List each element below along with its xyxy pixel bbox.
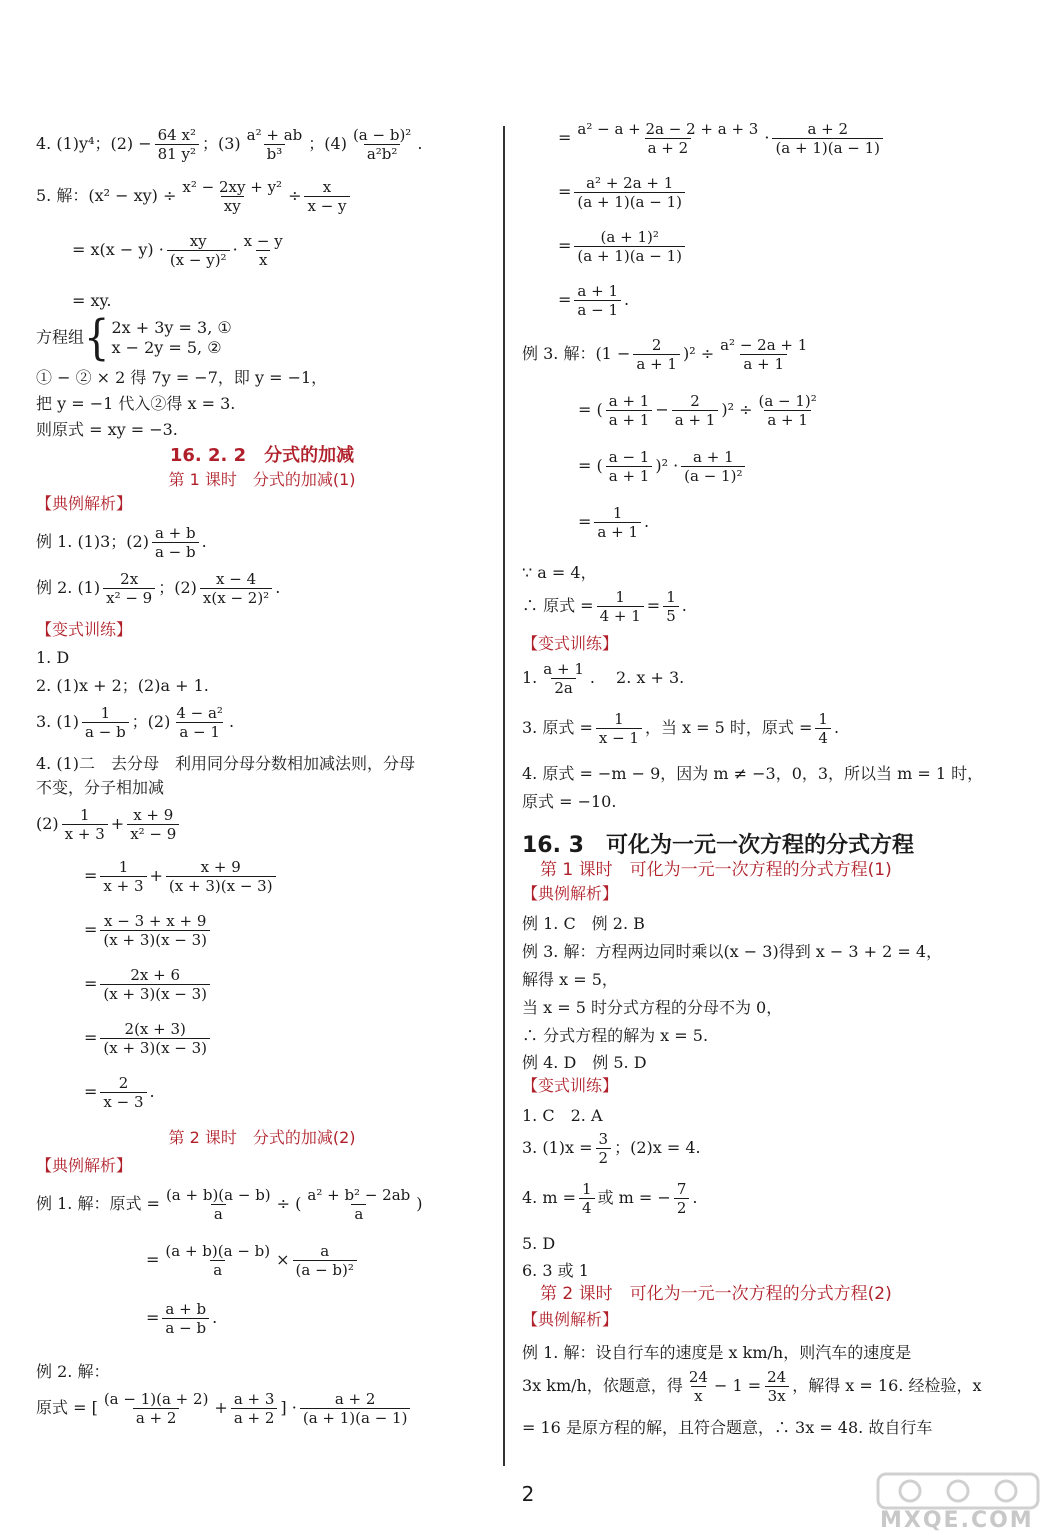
answer-line: = $\frac{1}{a + 1}$ .	[578, 504, 650, 541]
answer-line: = $\frac{a + 1}{a - 1}$ .	[558, 282, 630, 319]
answer-line: = xy.	[72, 291, 112, 310]
answer-line: 6. 3 或 1	[522, 1261, 589, 1280]
answer-line: 解得 x = 5，	[522, 970, 618, 989]
answer-line: ∴ 分式方程的解为 x = 5.	[522, 1026, 709, 1045]
answer-line: = $\frac{2(x + 3)}{(x + 3)(x - 3)}$	[36, 1020, 488, 1074]
answer-line: ∴ 原式 = $\frac{1}{4 + 1}$ = $\frac{1}{5}$ .	[522, 588, 687, 625]
answer-line: ① − ② × 2 得 7y = −7，即 y = −1，	[36, 368, 328, 387]
section-heading: 16. 3 可化为一元一次方程的分式方程	[522, 833, 914, 858]
answer-line: 3x km/h，依题意，得 $\frac{24}{x}$ − 1 = $\frac{24}{3x}$ ，解得 x = 16. 经检验，x	[522, 1368, 982, 1405]
answer-line: = $\frac{1}{x + 3}$ + $\frac{x + 9}{(x + 3)(x - 3)}$	[36, 858, 488, 912]
answer-line: 例 3. 解：(1 − $\frac{2}{a + 1}$ )² ÷ $\frac{\text{a² − 2a + 1}}{a + 1}$	[522, 336, 808, 373]
answer-line: 1. D	[36, 648, 70, 667]
answer-line: = ( $\frac{a + 1}{a + 1}$ − $\frac{2}{a + 1}$ )² ÷ $\frac{\text{(a − 1)²}}{a + 1}$	[578, 392, 817, 429]
answer-line: 例 2. (1) $\frac{2x}{\text{x² − 9}}$ ；(2) $\frac{x - 4}{\text{x(x − 2)²}}$ .	[36, 570, 281, 607]
answer-line: = $\frac{\text{(a + 1)²}}{(a + 1)(a - 1)}$	[522, 228, 1022, 282]
answer-line: = ( $\frac{a - 1}{a + 1}$ )² · $\frac{a + 1}{\text{(a − 1)²}}$	[522, 448, 1022, 504]
answer-line: ∵ a = 4，	[522, 563, 597, 582]
answer-line: 例 2. 解：	[36, 1362, 110, 1381]
answer-line: = $\frac{a + b}{a - b}$ .	[146, 1300, 218, 1337]
answer-line: = x(x − y) · $\frac{xy}{\text{(x − y)²}}$ · $\frac{x - y}{x}$	[72, 232, 283, 269]
lesson-heading: 第 1 课时 可化为一元一次方程的分式方程(1)	[540, 860, 892, 880]
answer-line: 不变，分子相加减	[36, 778, 165, 797]
answer-line: 4. (1)二 去分母 利用同分母分数相加减法则，分母	[36, 754, 416, 773]
answer-line: 则原式 = xy = −3.	[36, 420, 178, 439]
tag-example-analysis: 【典例解析】	[522, 1310, 619, 1329]
answer-line: 原式 = −10.	[522, 792, 617, 811]
answer-line: 4. 原式 = −m − 9，因为 m ≠ −3，0，3，所以当 m = 1 时，	[522, 764, 984, 783]
answer-line: 例 4. D 例 5. D	[522, 1053, 647, 1072]
lesson-heading: 第 2 课时 分式的加减(2)	[168, 1128, 356, 1147]
answer-line: 把 y = −1 代入②得 x = 3.	[36, 394, 236, 413]
tag-example-analysis: 【典例解析】	[36, 494, 133, 513]
answer-line: 3. (1) $\frac{1}{a - b}$ ；(2) $\frac{\text{4 − a²}}{a - 1}$ .	[36, 704, 235, 741]
answer-line: 3. (1)x = $\frac{3}{2}$ ；(2)x = 4.	[522, 1130, 701, 1167]
answer-line: 例 1. C 例 2. B	[522, 914, 645, 933]
answer-line: 例 1. 解：设自行车的速度是 x km/h，则汽车的速度是	[522, 1343, 912, 1362]
section-heading: 16. 2. 2 分式的加减	[169, 445, 355, 466]
answer-line: 5. D	[522, 1234, 556, 1253]
lesson-heading: 第 1 课时 分式的加减(1)	[168, 470, 356, 489]
left-column	[36, 120, 488, 1440]
answer-line: 4. (1)y⁴；(2) − $\frac{\text{64 x²}}{\text{81 y²}}$ ；(3) $\frac{\text{a² + ab}}{\text{b³}}$ ；(4) $\frac{\text{(a − b)²}}{\text{a²b²}}$ .	[36, 126, 423, 163]
answer-line: 5. 解：(x² − xy) ÷ $\frac{\text{x² − 2xy + y²}}{xy}$ ÷ $\frac{x}{x - y}$	[36, 172, 488, 232]
answer-line: 2. (1)x + 2；(2)a + 1.	[36, 676, 209, 695]
answer-line: 3. 原式 = $\frac{1}{x - 1}$ ，当 x = 5 时，原式 = $\frac{1}{4}$ .	[522, 710, 840, 747]
tag-example-analysis: 【典例解析】	[522, 884, 619, 903]
answer-line: = $\frac{x - 3 + x + 9}{(x + 3)(x - 3)}$	[36, 912, 488, 966]
column-divider	[503, 126, 505, 1466]
answer-line: = $\frac{2x + 6}{(x + 3)(x - 3)}$	[36, 966, 488, 1020]
right-column	[522, 120, 1022, 1442]
answer-line: = 16 是原方程的解，且符合题意，∴ 3x = 48. 故自行车	[522, 1418, 933, 1437]
answer-line: = $\frac{\text{a² − a + 2a − 2 + a + 3}}{a + 2}$ · $\frac{a + 2}{(a + 1)(a - 1)}$	[522, 120, 1022, 174]
answer-line: (2) $\frac{1}{x + 3}$ + $\frac{x + 9}{\text{x² − 9}}$	[36, 806, 488, 858]
answer-line: 原式 = [ $\frac{(a - 1)(a + 2)}{a + 2}$ + $\frac{a + 3}{a + 2}$ ] · $\frac{a + 2}{(a + 1)(a - 1)}$	[36, 1390, 488, 1440]
answer-line: = $\frac{(a + b)(a - b)}{a}$ × $\frac{a}{\text{(a − b)²}}$	[36, 1242, 488, 1300]
tag-variant-training: 【变式训练】	[522, 1076, 619, 1095]
answer-line: 4. m = $\frac{1}{4}$ 或 m = − $\frac{7}{2}$ .	[522, 1180, 698, 1217]
answer-line: = $\frac{2}{x - 3}$ .	[84, 1074, 155, 1111]
lesson-heading: 第 2 课时 可化为一元一次方程的分式方程(2)	[540, 1284, 892, 1304]
answer-line: = $\frac{\text{a² + 2a + 1}}{(a + 1)(a - 1)}$	[522, 174, 1022, 228]
equation-system: 方程组{ 2x + 3y = 3, ① x − 2y = 5, ②	[36, 310, 232, 366]
answer-line: 例 3. 解：方程两边同时乘以(x − 3)得到 x − 3 + 2 = 4，	[522, 942, 943, 961]
tag-variant-training: 【变式训练】	[522, 634, 619, 653]
answer-line: 当 x = 5 时分式方程的分母不为 0，	[522, 998, 783, 1017]
answer-line: 例 1. (1)3；(2) $\frac{a + b}{a - b}$ .	[36, 524, 207, 561]
tag-example-analysis: 【典例解析】	[36, 1156, 133, 1175]
answer-line: 例 1. 解：原式 = $\frac{(a + b)(a - b)}{a}$ ÷ ( $\frac{\text{a² + b² − 2ab}}{a}$ )	[36, 1186, 423, 1223]
page-number: 2	[521, 1482, 535, 1506]
answer-line: 1. $\frac{a + 1}{2a}$ . 2. x + 3.	[522, 660, 685, 697]
answer-line: 1. C 2. A	[522, 1106, 603, 1125]
tag-variant-training: 【变式训练】	[36, 620, 133, 639]
watermark-text: MXQE.COM	[880, 1508, 1034, 1533]
